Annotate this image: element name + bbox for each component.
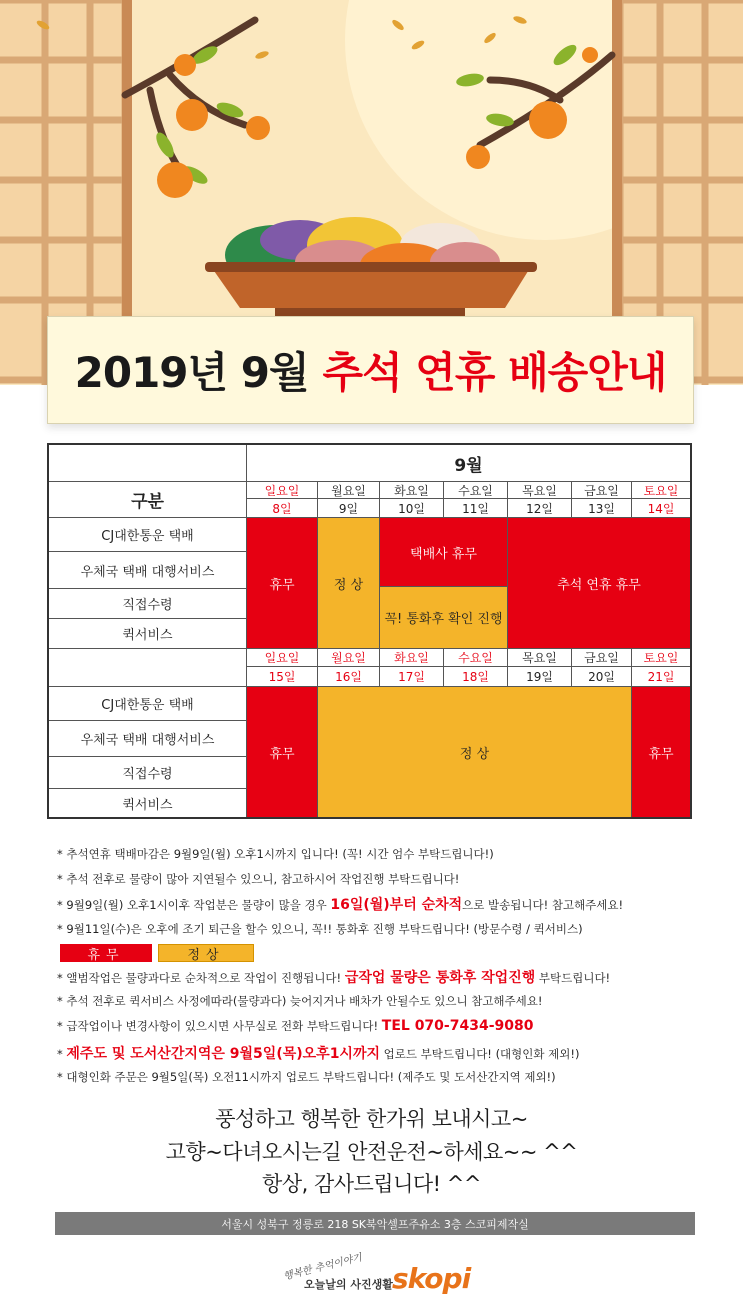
week1-day-thu: 목요일 — [508, 482, 572, 499]
week2-day-sat: 토요일 — [632, 648, 690, 667]
week1-date-11: 11일 — [444, 499, 508, 517]
week1-date-9: 9일 — [318, 499, 380, 517]
legend-holiday: 휴무 — [60, 944, 152, 962]
week2-empty-header — [49, 648, 247, 686]
note-5-highlight: 급작업 물량은 통화후 작업진행 — [344, 970, 536, 986]
service-pickup-2: 직접수령 — [49, 756, 247, 788]
skopi-logo: skopi — [392, 1262, 471, 1295]
note-8-highlight: 제주도 및 도서산간지역은 9월5일(목)오후1시까지 — [66, 1046, 381, 1062]
week2-holiday-sun: 휴무 — [247, 686, 318, 817]
week1-day-tue: 화요일 — [380, 482, 444, 499]
title-subject: 추석 연휴 배송안내 — [322, 348, 667, 397]
address-bar: 서울시 성북구 정릉로 218 SK북악셀프주유소 3층 스코피제작실 — [55, 1212, 695, 1235]
week1-chuseok-holiday: 추석 연휴 휴무 — [508, 517, 690, 648]
service-quick: 퀵서비스 — [49, 618, 247, 648]
greeting-line-1: 풍성하고 행복한 한가위 보내시고~ — [215, 1107, 528, 1131]
week2-day-tue: 화요일 — [380, 648, 444, 667]
service-pickup: 직접수령 — [49, 588, 247, 618]
legend-normal: 정상 — [158, 944, 254, 962]
title-date: 2019년 9월 — [74, 348, 309, 397]
slogan-text: 오늘날의 사진생활 — [304, 1278, 393, 1291]
week1-date-12: 12일 — [508, 499, 572, 517]
category-header: 구분 — [49, 481, 247, 517]
greeting-line-3: 항상, 감사드립니다! ^^ — [262, 1172, 481, 1196]
page-title — [47, 316, 694, 424]
service-post: 우체국 택배 대행서비스 — [49, 551, 247, 588]
week1-holiday-sun: 휴무 — [247, 517, 318, 648]
week1-call-first: 꼭! 통화후 확인 진행 — [380, 586, 508, 648]
week2-day-wed: 수요일 — [444, 648, 508, 667]
week1-day-sun: 일요일 — [247, 482, 318, 499]
week2-date-15: 15일 — [247, 667, 318, 686]
week2-date-20: 20일 — [572, 667, 632, 686]
week1-day-sat: 토요일 — [632, 482, 690, 499]
week2-date-16: 16일 — [318, 667, 380, 686]
brand-logo-area — [274, 1250, 474, 1300]
week2-holiday-sat: 휴무 — [632, 686, 690, 817]
greeting-line-2: 고향~다녀오시는길 안전운전~하세요~~ ^^ — [165, 1140, 578, 1164]
schedule-table — [47, 443, 692, 819]
week1-date-14: 14일 — [647, 501, 675, 516]
service-cj: CJ대한통운 택배 — [49, 517, 247, 551]
week2-date-19: 19일 — [508, 667, 572, 686]
note-3-highlight: 16일(월)부터 순차적 — [330, 897, 463, 913]
month-header: 9월 — [247, 445, 690, 482]
week1-date-13: 13일 — [572, 499, 632, 517]
week1-courier-holiday: 택배사 휴무 — [380, 517, 508, 586]
week2-day-sun: 일요일 — [247, 648, 318, 667]
phone-number: TEL 070-7434-9080 — [381, 1018, 534, 1034]
empty-corner — [49, 445, 247, 482]
week1-day-fri: 금요일 — [572, 482, 632, 499]
week2-date-18: 18일 — [444, 667, 508, 686]
note-9: * 대형인화 주문은 9월5일(목) 오전11시까지 업로드 부탁드립니다! (제주도 및 도서산간지역 제외!) — [57, 1070, 556, 1084]
week1-day-wed: 수요일 — [444, 482, 508, 499]
note-7: * 급작업이나 변경사항이 있으시면 사무실로 전화 부탁드립니다! TEL 070-7434-9080 — [57, 1018, 534, 1034]
service-cj-2: CJ대한통운 택배 — [49, 686, 247, 720]
service-post-2: 우체국 택배 대행서비스 — [49, 720, 247, 756]
week2-day-thu: 목요일 — [508, 648, 572, 667]
note-2: * 추석 전후로 물량이 많아 지연될수 있으니, 참고하시어 작업진행 부탁드립니다! — [57, 872, 460, 886]
slogan-script: 행복한 추억이야기 — [282, 1252, 364, 1283]
note-8: * 제주도 및 도서산간지역은 9월5일(목)오후1시까지 업로드 부탁드립니다! (대형인화 제외!) — [57, 1046, 580, 1062]
note-3: * 9월9일(월) 오후1시이후 작업분은 물량이 많을 경우 16일(월)부터 순차적으로 발송됩니다! 참고해주세요! — [57, 897, 624, 913]
week2-date-17: 17일 — [380, 667, 444, 686]
week2-day-fri: 금요일 — [572, 648, 632, 667]
note-5: * 앨범작업은 물량과다로 순차적으로 작업이 진행됩니다! 급작업 물량은 통화후 작업진행 부탁드립니다! — [57, 970, 611, 986]
week2-day-mon: 월요일 — [318, 648, 380, 667]
week2-date-21: 21일 — [647, 670, 675, 684]
week1-date-8: 8일 — [247, 499, 318, 517]
week2-normal: 정 상 — [318, 686, 632, 817]
service-quick-2: 퀵서비스 — [49, 788, 247, 817]
note-6: * 추석 전후로 퀵서비스 사정에따라(물량과다) 늦어지거나 배차가 안될수도 있으니 참고해주세요! — [57, 994, 543, 1008]
note-1: * 추석연휴 택배마감은 9월9일(월) 오후1시까지 입니다! (꼭! 시간 엄수 부탁드립니다!) — [57, 847, 494, 861]
week1-day-mon: 월요일 — [318, 482, 380, 499]
note-4: * 9월11일(수)은 오후에 조기 퇴근을 할수 있으니, 꼭!! 통화후 진행 부탁드립니다! (방문수령 / 퀵서비스) — [57, 922, 583, 936]
week1-normal-mon: 정 상 — [318, 517, 380, 648]
week1-date-10: 10일 — [380, 499, 444, 517]
